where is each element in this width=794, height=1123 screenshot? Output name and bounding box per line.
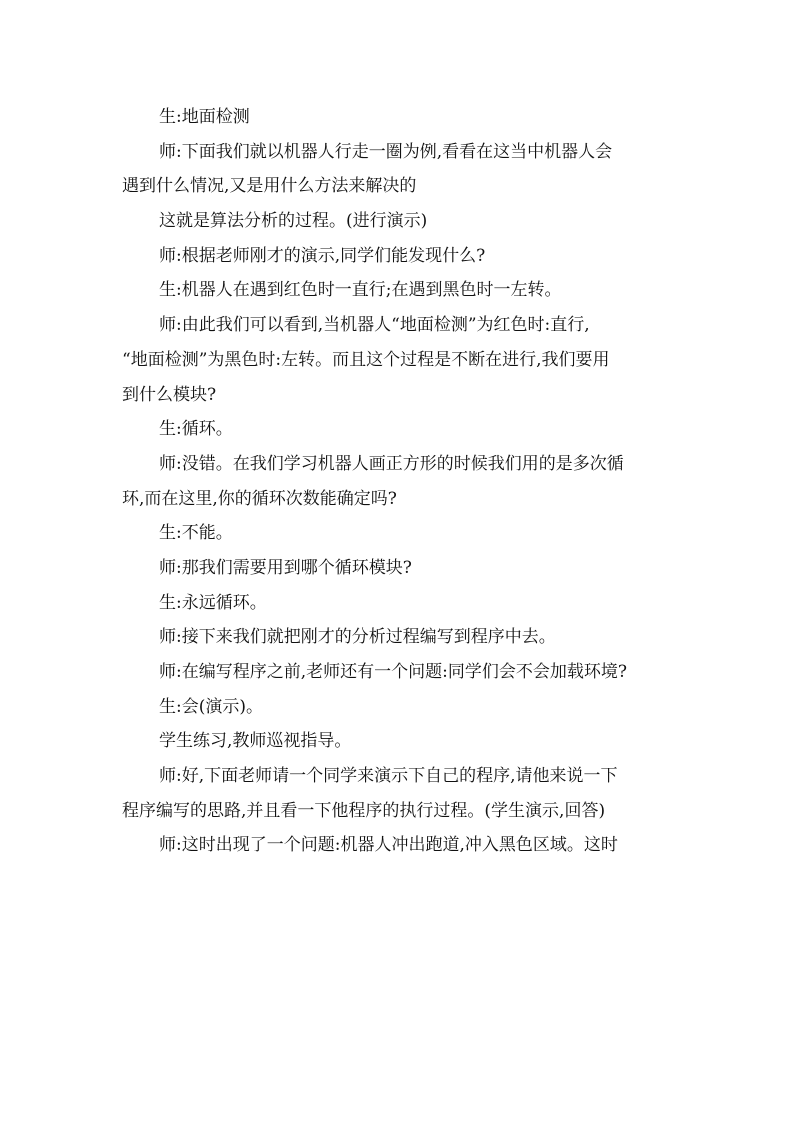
paragraph-line: 师:由此我们可以看到,当机器人“地面检测”为红色时:直行, (159, 315, 590, 336)
paragraph-line: 生:地面检测 (159, 107, 250, 127)
paragraph-line: 师:那我们需要用到哪个循环模块? (159, 557, 412, 578)
paragraph-line: 学生练习,教师巡视指导。 (159, 731, 352, 752)
paragraph-line: 师:好,下面老师请一个同学来演示下自己的程序,请他来说一下 (159, 766, 618, 787)
paragraph-line: 生:机器人在遇到红色时一直行;在遇到黑色时一左转。 (159, 280, 562, 301)
paragraph-line: 环,而在这里,你的循环次数能确定吗? (122, 488, 397, 509)
paragraph-line: 师:没错。在我们学习机器人画正方形的时候我们用的是多次循 (159, 453, 624, 474)
paragraph-line: 这就是算法分析的过程。(进行演示) (159, 211, 428, 232)
paragraph-line: 师:下面我们就以机器人行走一圈为例,看看在这当中机器人会 (159, 141, 613, 162)
paragraph-line: 程序编写的思路,并且看一下他程序的执行过程。(学生演示,回答) (122, 800, 606, 821)
paragraph-line: 师:接下来我们就把刚才的分析过程编写到程序中去。 (159, 627, 556, 648)
paragraph-line: 生:永远循环。 (159, 592, 267, 613)
paragraph-line: 遇到什么情况,又是用什么方法来解决的 (122, 176, 417, 197)
paragraph-line: 师:根据老师刚才的演示,同学们能发现什么? (159, 245, 486, 266)
paragraph-line: 生:循环。 (159, 419, 233, 440)
paragraph-line: 生:不能。 (159, 523, 233, 544)
paragraph-line: 到什么模块? (122, 384, 217, 405)
paragraph-line: 师:在编写程序之前,老师还有一个问题:同学们会不会加载环境? (159, 662, 627, 682)
document-body (122, 100, 682, 863)
paragraph-line: 师:这时出现了一个问题:机器人冲出跑道,冲入黑色区域。这时 (159, 835, 618, 856)
paragraph-line: 生:会(演示)。 (159, 696, 263, 717)
paragraph-line: “地面检测”为黑色时:左转。而且这个过程是不断在进行,我们要用 (122, 349, 610, 370)
